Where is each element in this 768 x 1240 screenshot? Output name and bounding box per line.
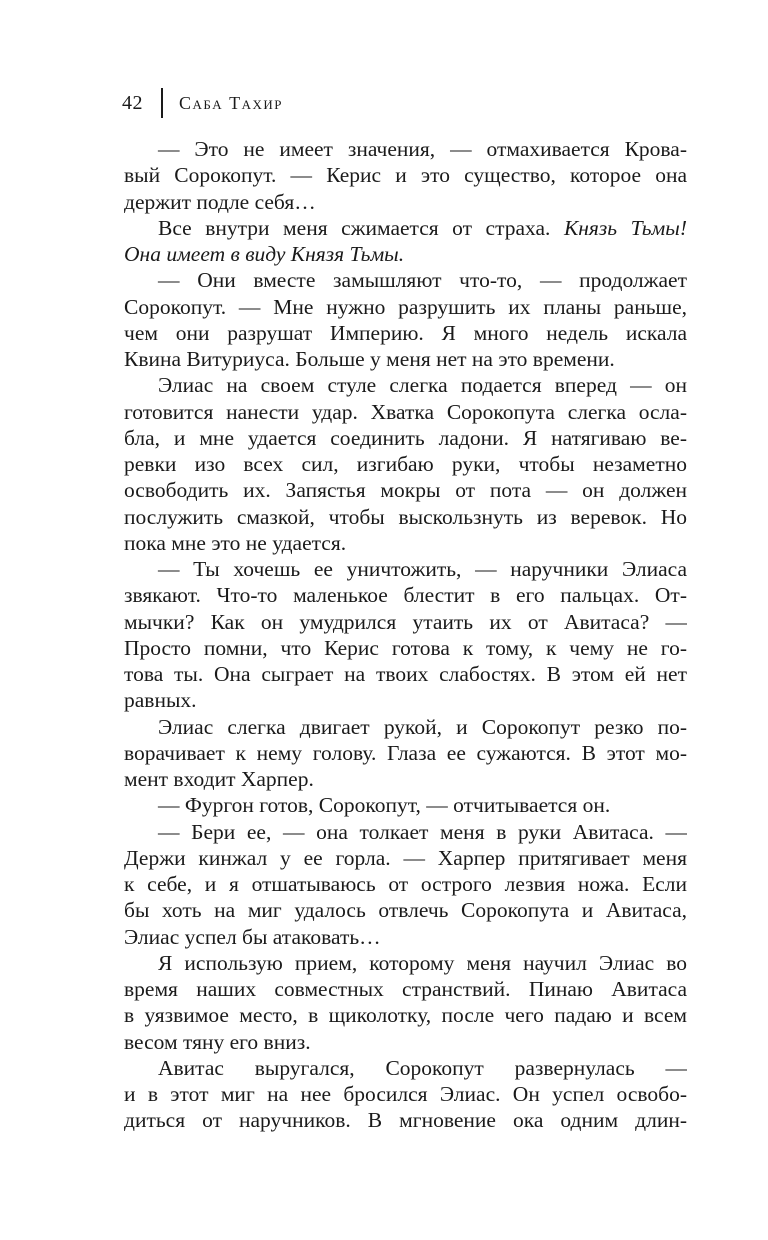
text-line [124,477,687,503]
text-line [124,530,687,556]
text-line [124,346,687,372]
text-line [124,372,687,398]
text-line [124,294,687,320]
text-line [124,687,687,713]
text-line [124,556,687,582]
text-line [124,766,687,792]
text-line [124,267,687,293]
text-line [124,1055,687,1081]
text-line [124,845,687,871]
text-line-content: мент входит Харпер. [124,767,314,791]
text-line-content: чем они разрушат Империю. Я много недель искала [124,320,687,345]
text-line [124,189,687,215]
text-line-content: пока мне это не удается. [124,530,347,555]
text-line [124,1029,687,1055]
text-line-content: готовится нанести удар. Хватка Сорокопута слегка осла- [124,399,687,424]
text-line [124,241,687,267]
text-line-content: Сорокопут. — Мне нужно разрушить их планы раньше, [124,294,687,319]
text-line [124,740,687,766]
text-line [124,1107,687,1133]
page-header [122,88,283,118]
text-line-content: вый Сорокопут. — Керис и это существо, которое она [124,163,687,188]
text-line-content: к себе, и я отшатываюсь от острого лезвия ножа. Если [124,872,687,896]
text-line-content: — Бери ее, — она толкает меня в руки Авитаса. — [158,819,687,844]
page-number: 42 [122,91,143,114]
text-line [124,162,687,188]
text-line [124,661,687,687]
text-line [124,950,687,976]
text-line [124,897,687,923]
text-line [124,976,687,1002]
text-line-content: — Фургон готов, Сорокопут, — отчитывается он. [158,793,611,818]
text-line-content: равных. [124,688,197,713]
text-line-content: ревки изо всех сил, изгибаю руки, чтобы незаметно [124,452,687,476]
text-line [124,635,687,661]
text-line-content: — Они вместе замышляют что-то, — продолжает [158,268,687,293]
text-line-content: Элиас успел бы атаковать… [124,924,381,949]
text-line-content: держит подле себя… [124,189,316,214]
text-line [124,1081,687,1107]
text-line [124,819,687,845]
text-line-content: Просто помни, что Керис готова к тому, к чему не го- [124,635,687,660]
text-line-content: — Ты хочешь ее уничтожить, — наручники Элиаса [158,557,687,581]
italic-thought: Она имеет в виду Князя Тьмы. [124,242,405,266]
text-line-content: Элиас слегка двигает рукой, и Сорокопут резко по- [158,714,687,739]
body-text [124,136,687,1134]
text-line-content: звякают. Что-то маленькое блестит в его пальцах. От- [124,583,687,608]
text-line-content: Держи кинжал у ее горла. — Харпер притягивает меня [124,845,687,870]
header-divider [161,88,163,118]
text-line [124,792,687,818]
text-line-content: бла, и мне удается соединить ладони. Я натягиваю ве- [124,425,687,450]
text-line [124,714,687,740]
text-line [124,924,687,950]
text-line-content: весом тяну его вниз. [124,1029,311,1054]
text-line [124,425,687,451]
text-line [124,582,687,608]
italic-thought: Князь Тьмы! [563,215,687,240]
text-line [124,320,687,346]
text-line [124,504,687,530]
text-line-content: ворачивает к нему голову. Глаза ее сужаются. В этот мо- [124,740,687,765]
text-line-content: диться от наручников. В мгновение ока одним длин- [124,1108,687,1133]
text-line [124,451,687,477]
text-line-content: Квина Витуриуса. Больше у меня нет на это времени. [124,347,615,371]
text-line-content: — Это не имеет значения, — отмахивается Крова- [158,137,687,161]
text-line-content: Авитас выругался, Сорокопут развернулась — [158,1055,687,1080]
text-line-content: Все внутри меня сжимается от страха. [158,215,564,240]
text-line [124,399,687,425]
running-head-author: Саба Тахир [179,92,283,113]
text-line [124,215,687,241]
text-line-content: това ты. Она сыграет на твоих слабостях. В этом ей нет [124,662,687,686]
text-line [124,136,687,162]
text-line [124,609,687,635]
text-line-content: освободить их. Запястья мокры от пота — он должен [124,478,687,503]
text-line-content: время наших совместных странствий. Пинаю Авитаса [124,977,687,1001]
text-line-content: бы хоть на миг удалось отвлечь Сорокопута и Авитаса, [124,898,687,923]
text-line-content: послужить смазкой, чтобы выскользнуть из веревок. Но [124,504,687,529]
text-line-content: и в этот миг на нее бросился Элиас. Он успел освобо- [124,1082,687,1106]
text-line-content: Элиас на своем стуле слегка подается вперед — он [158,373,687,398]
text-line-content: мычки? Как он умудрился утаить их от Авитаса? — [124,609,687,634]
text-line-content: Я использую прием, которому меня научил Элиас во [158,950,687,975]
text-line-content: в уязвимое место, в щиколотку, после чего падаю и всем [124,1003,687,1028]
text-line [124,871,687,897]
text-line [124,1002,687,1028]
